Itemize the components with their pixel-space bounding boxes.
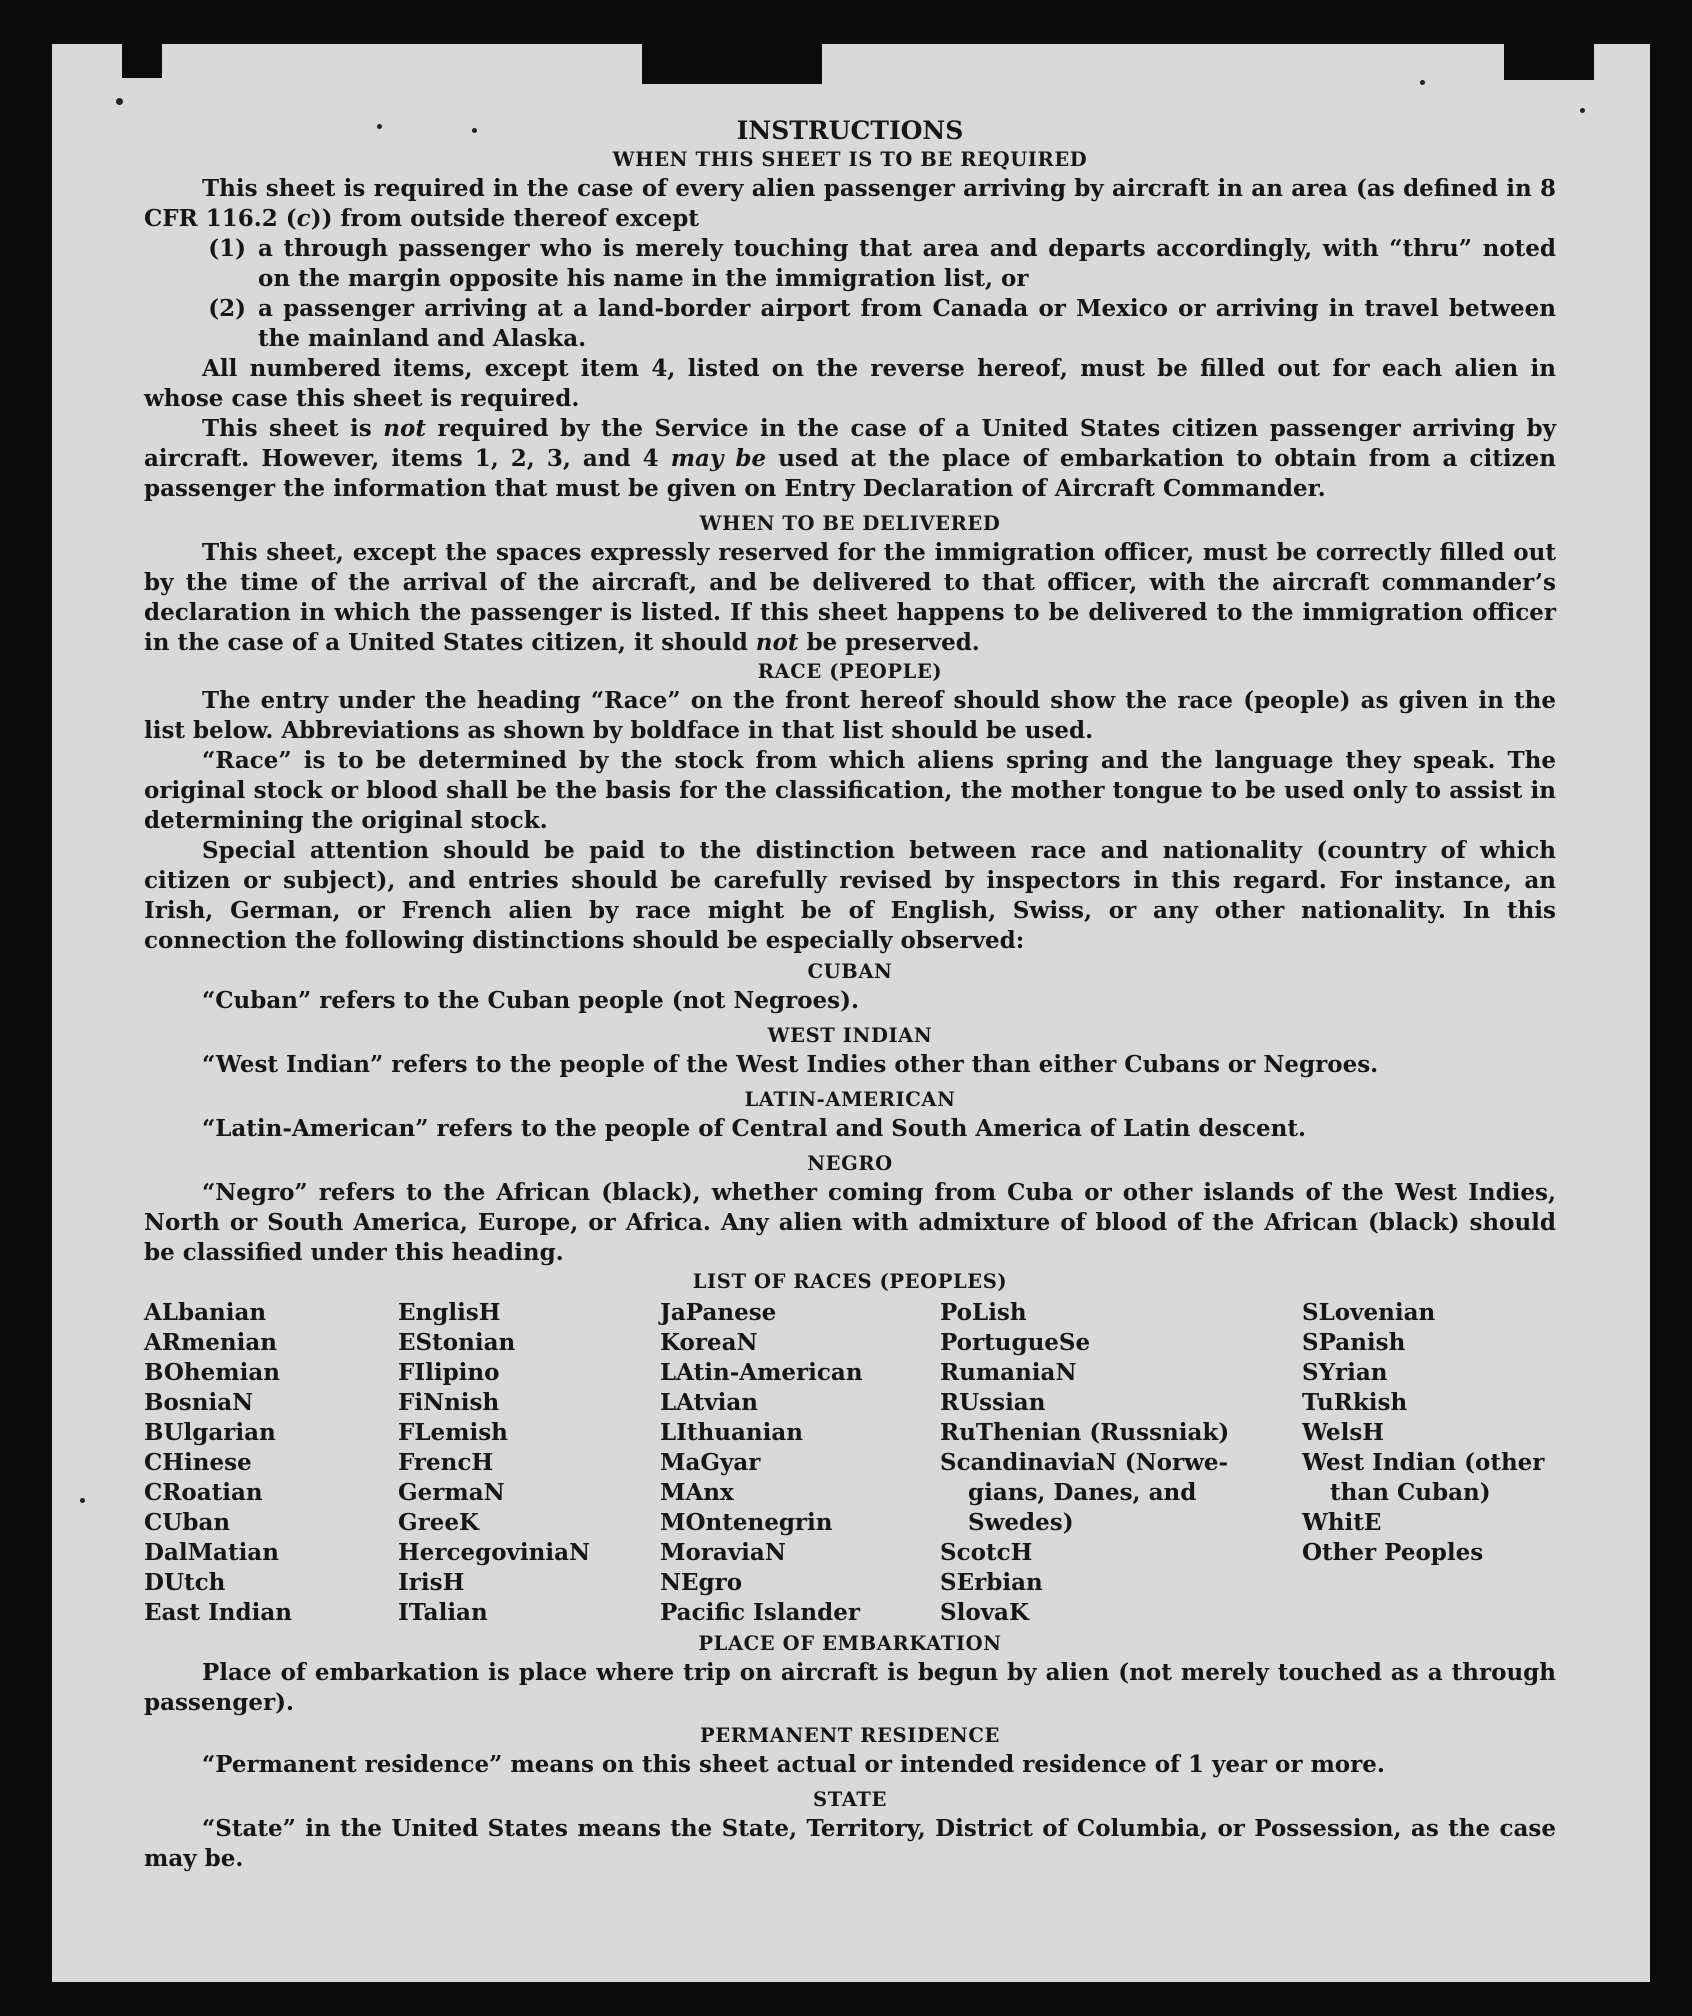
race-entry: GreeK bbox=[398, 1509, 480, 1536]
race-entry: East Indian bbox=[144, 1599, 292, 1626]
race-entry: JaPanese bbox=[660, 1299, 777, 1326]
list-item: (2) a passenger arriving at a land-border airport from Canada or Mexico or arriving in travel between the mainland and Alaska. bbox=[208, 295, 1556, 352]
race-entry: FiNnish bbox=[398, 1389, 500, 1416]
paragraph: This sheet is not required by the Service in the case of a United States citizen passenger arriving by aircraft. However, items 1, 2, 3, and 4 may be used at the place of embarkation to obtain from a citizen passenger the information that must be given on Entry Declaration of Aircraft Commander. bbox=[144, 415, 1556, 502]
races-table bbox=[144, 1298, 1556, 1628]
race-entry: DUtch bbox=[144, 1569, 226, 1596]
paragraph: This sheet is required in the case of every alien passenger arriving by aircraft in an area (as defined in 8 CFR 116.2 (c)) from outside thereof except bbox=[144, 175, 1556, 232]
paragraph: “Race” is to be determined by the stock from which aliens spring and the language they speak. The original stock or blood shall be the basis for the classification, the mother tongue to be used only to assist in determining the original stock. bbox=[144, 747, 1556, 834]
race-entry: West Indian (other bbox=[1302, 1449, 1545, 1476]
race-entry: PortugueSe bbox=[940, 1329, 1091, 1356]
paragraph: “State” in the United States means the State, Territory, District of Columbia, or Possession, as the case may be. bbox=[144, 1815, 1556, 1872]
race-entry: IrisH bbox=[398, 1569, 465, 1596]
race-entry: GermaN bbox=[398, 1479, 505, 1506]
section-heading-west-indian: WEST INDIAN bbox=[767, 1024, 933, 1047]
race-entry: ScotcH bbox=[940, 1539, 1033, 1566]
race-entry: Swedes) bbox=[968, 1509, 1074, 1536]
race-entry: RUssian bbox=[940, 1389, 1046, 1416]
paragraph: “West Indian” refers to the people of the West Indies other than either Cubans or Negroes. bbox=[202, 1051, 1379, 1078]
section-heading-list-of-races: LIST OF RACES (PEOPLES) bbox=[692, 1270, 1008, 1293]
scan-artifact bbox=[1504, 40, 1594, 80]
paragraph: “Permanent residence” means on this sheet actual or intended residence of 1 year or more. bbox=[202, 1751, 1385, 1778]
list-item: (1) a through passenger who is merely touching that area and departs accordingly, with “thru” noted on the margin opposite his name in the immigration list, or bbox=[208, 235, 1556, 292]
race-entry: Other Peoples bbox=[1302, 1539, 1484, 1566]
scan-artifact bbox=[122, 40, 162, 78]
race-entry: ARmenian bbox=[144, 1329, 278, 1356]
race-entry: TuRkish bbox=[1302, 1389, 1408, 1416]
race-entry: FrencH bbox=[398, 1449, 494, 1476]
page-title: INSTRUCTIONS bbox=[736, 116, 964, 145]
race-entry: SYrian bbox=[1302, 1359, 1388, 1386]
races-column bbox=[398, 1298, 660, 1628]
race-entry: RumaniaN bbox=[940, 1359, 1077, 1386]
section-heading-cuban: CUBAN bbox=[807, 960, 893, 983]
race-entry: gians, Danes, and bbox=[968, 1479, 1197, 1506]
race-entry: SPanish bbox=[1302, 1329, 1406, 1356]
section-heading-embarkation: PLACE OF EMBARKATION bbox=[698, 1632, 1002, 1655]
race-entry: MaGyar bbox=[660, 1449, 761, 1476]
race-entry: DalMatian bbox=[144, 1539, 279, 1566]
scan-speck bbox=[1580, 108, 1585, 113]
race-entry: HercegoviniaN bbox=[398, 1539, 591, 1566]
paragraph: Place of embarkation is place where trip on aircraft is begun by alien (not merely touched as a through passenger). bbox=[144, 1659, 1556, 1716]
race-entry: PoLish bbox=[940, 1299, 1027, 1326]
races-column bbox=[660, 1298, 940, 1628]
scan-speck bbox=[116, 98, 123, 105]
race-entry: FLemish bbox=[398, 1419, 508, 1446]
race-entry: KoreaN bbox=[660, 1329, 758, 1356]
race-entry: MoraviaN bbox=[660, 1539, 786, 1566]
section-heading-race: RACE (PEOPLE) bbox=[757, 660, 943, 683]
paragraph: Special attention should be paid to the distinction between race and nationality (country of which citizen or subject), and entries should be carefully revised by inspectors in this regard. For instance, an Irish, German, or French alien by race might be of English, Swiss, or any other nationality. In this connection the following distinctions should be especially observed: bbox=[144, 837, 1556, 954]
race-entry: EStonian bbox=[398, 1329, 516, 1356]
section-heading-latin-american: LATIN-AMERICAN bbox=[744, 1088, 956, 1111]
race-entry: ALbanian bbox=[144, 1299, 267, 1326]
race-entry: than Cuban) bbox=[1330, 1479, 1491, 1506]
race-entry: BOhemian bbox=[144, 1359, 280, 1386]
instructions-content bbox=[144, 116, 1556, 1874]
paragraph: The entry under the heading “Race” on the front hereof should show the race (people) as given in the list below. Abbreviations as shown by boldface in that list should be used. bbox=[144, 687, 1556, 744]
race-entry: WelsH bbox=[1302, 1419, 1385, 1446]
race-entry: FIlipino bbox=[398, 1359, 500, 1386]
race-entry: LAtvian bbox=[660, 1389, 758, 1416]
race-entry: CHinese bbox=[144, 1449, 252, 1476]
race-entry: LIthuanian bbox=[660, 1419, 803, 1446]
race-entry: MAnx bbox=[660, 1479, 734, 1506]
race-entry: SLovenian bbox=[1302, 1299, 1436, 1326]
races-column bbox=[940, 1298, 1302, 1628]
race-entry: SErbian bbox=[940, 1569, 1043, 1596]
race-entry: Pacific Islander bbox=[660, 1599, 860, 1626]
section-heading-negro: NEGRO bbox=[807, 1152, 893, 1175]
race-entry: ScandinaviaN (Norwe- bbox=[940, 1449, 1229, 1476]
race-entry: EnglisH bbox=[398, 1299, 501, 1326]
race-entry: SlovaK bbox=[940, 1599, 1029, 1626]
section-heading-state: STATE bbox=[813, 1788, 887, 1811]
race-entry: LAtin-American bbox=[660, 1359, 863, 1386]
section-heading-residence: PERMANENT RESIDENCE bbox=[700, 1724, 1000, 1747]
race-entry: BosniaN bbox=[144, 1389, 254, 1416]
paragraph: This sheet, except the spaces expressly reserved for the immigration officer, must be correctly filled out by the time of the arrival of the aircraft, and be delivered to that officer, with the aircraft commander’s declaration in which the passenger is listed. If this sheet happens to be delivered to the immigration officer in the case of a United States citizen, it should not be preserved. bbox=[144, 539, 1556, 656]
paragraph: “Latin-American” refers to the people of Central and South America of Latin descent. bbox=[202, 1115, 1306, 1142]
race-entry: ITalian bbox=[398, 1599, 488, 1626]
race-entry: CRoatian bbox=[144, 1479, 263, 1506]
race-entry: RuThenian (Russniak) bbox=[940, 1419, 1230, 1446]
race-entry: WhitE bbox=[1302, 1509, 1382, 1536]
paragraph: All numbered items, except item 4, listed on the reverse hereof, must be filled out for each alien in whose case this sheet is required. bbox=[144, 355, 1556, 412]
section-heading-when-required: WHEN THIS SHEET IS TO BE REQUIRED bbox=[612, 148, 1088, 171]
race-entry: BUlgarian bbox=[144, 1419, 276, 1446]
scan-speck bbox=[1420, 80, 1425, 85]
section-heading-when-delivered: WHEN TO BE DELIVERED bbox=[699, 512, 1001, 535]
race-entry: CUban bbox=[144, 1509, 231, 1536]
scan-artifact bbox=[642, 40, 822, 84]
race-entry: NEgro bbox=[660, 1569, 743, 1596]
races-column bbox=[1302, 1298, 1552, 1628]
races-column bbox=[144, 1298, 398, 1628]
paragraph: “Cuban” refers to the Cuban people (not Negroes). bbox=[202, 987, 860, 1014]
scan-speck bbox=[80, 1498, 85, 1503]
race-entry: MOntenegrin bbox=[660, 1509, 833, 1536]
paragraph: “Negro” refers to the African (black), whether coming from Cuba or other islands of the West Indies, North or South America, Europe, or Africa. Any alien with admixture of blood of the African (black) should be classified under this heading. bbox=[144, 1179, 1556, 1266]
